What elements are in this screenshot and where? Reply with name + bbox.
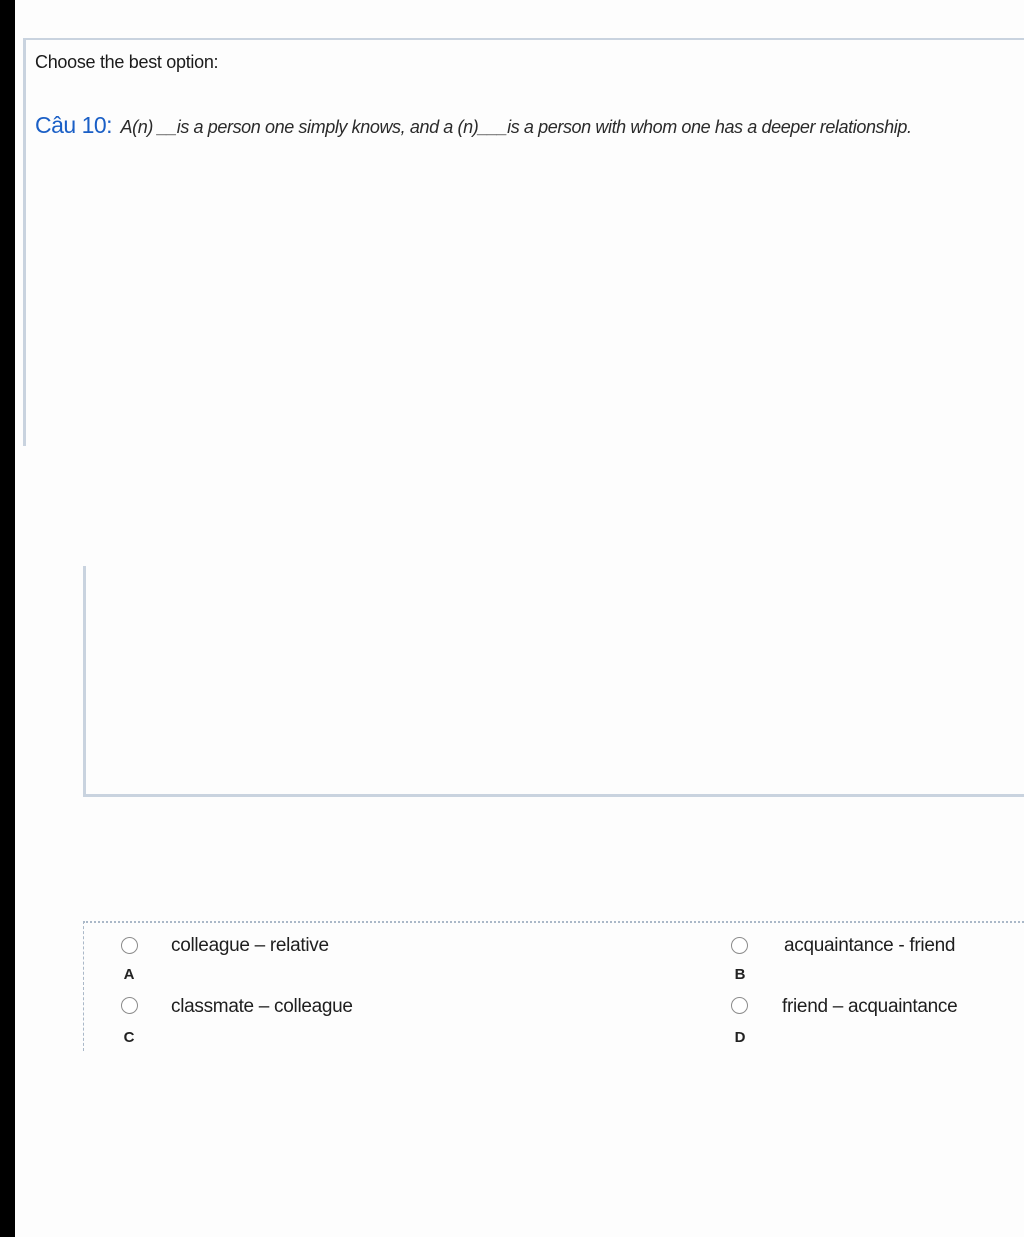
instruction-text: Choose the best option: [35,52,219,72]
option-c-text[interactable]: classmate – colleague [171,996,353,1017]
question-panel [23,38,1024,446]
option-d-text[interactable]: friend – acquaintance [782,996,958,1017]
option-b-letter: B [734,966,746,983]
option-c-letter: C [123,1029,135,1046]
option-a-radio[interactable] [121,937,138,954]
option-c-radio[interactable] [121,997,138,1014]
option-b-radio[interactable] [731,937,748,954]
option-d-radio[interactable] [731,997,748,1014]
answer-box [83,566,1024,797]
question-line [35,112,912,139]
question-number: Câu 10: [35,112,113,138]
option-d-letter: D [734,1029,746,1046]
option-a-text[interactable]: colleague – relative [171,935,329,956]
option-b-text[interactable]: acquaintance - friend [784,935,956,956]
quiz-page [15,0,1024,1237]
option-a-letter: A [123,966,135,983]
question-text: A(n) __is a person one simply knows, and a (n)___is a person with whom one has a deeper relationship. [120,117,912,137]
